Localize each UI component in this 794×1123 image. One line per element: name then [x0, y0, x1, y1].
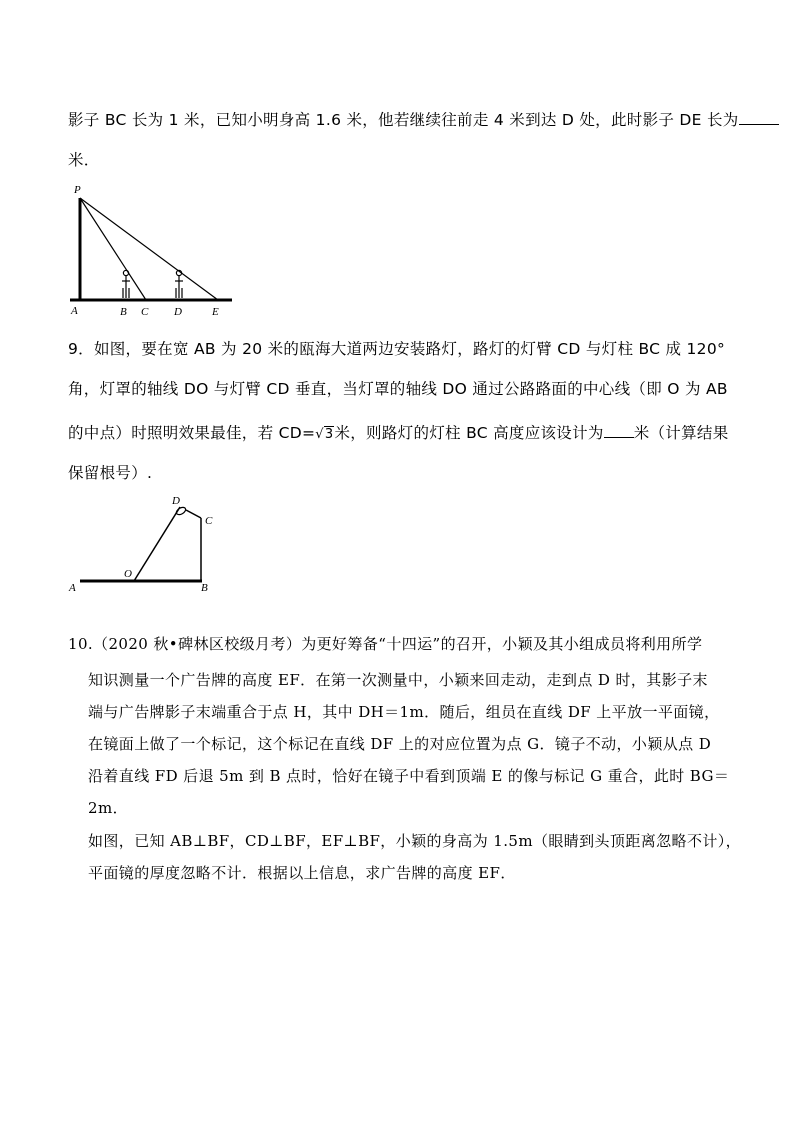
- q10-text-line6: 2m．: [88, 799, 128, 817]
- q9-line3-text-c: 米（计算结果: [633, 424, 729, 442]
- q10-text-line1: 10.（2020 秋•碑林区校级月考）为更好筹备“十四运”的召开，小颖及其小组成员将利用所学: [68, 635, 703, 653]
- q9-label-B: B: [201, 582, 208, 594]
- q8-label-E: E: [212, 306, 219, 318]
- q9-axis-DO: [134, 507, 180, 581]
- q9-answer-blank[interactable]: [604, 422, 634, 438]
- q10-text-line4: 在镜面上做了一个标记，这个标记在直线 DF 上的对应位置为点 G．镜子不动，小颖从点 D: [88, 735, 712, 753]
- q8-ray-PE: [80, 198, 218, 300]
- q8-person-D: [175, 270, 183, 298]
- q10-text-line8: 平面镜的厚度忽略不计．根据以上信息，求广告牌的高度 EF．: [88, 864, 516, 882]
- q9-text-line1: 9．如图，要在宽 AB 为 20 米的瓯海大道两边安装路灯，路灯的灯臂 CD 与灯柱 BC 成 120°: [68, 340, 726, 358]
- sqrt-radicand: 3: [324, 427, 334, 442]
- q10-text-line3: 端与广告牌影子末端重合于点 H，其中 DH＝1m．随后，组员在直线 DF 上平放一平面镜，: [88, 703, 720, 721]
- q8-label-P: P: [74, 184, 81, 196]
- q9-sqrt3: [315, 424, 334, 442]
- q8-label-A: A: [71, 305, 78, 317]
- q9-label-C: C: [205, 515, 213, 527]
- q9-lamp-shade: [175, 506, 187, 516]
- q8-label-D: D: [174, 306, 182, 318]
- q8-ray-PC: [80, 198, 146, 300]
- q8-line1-text: 影子 BC 长为 1 米，已知小明身高 1.6 米，他若继续往前走 4 米到达 D 处，此时影子 DE 长为: [68, 111, 739, 129]
- q9-text-line4: 保留根号）.: [68, 464, 153, 482]
- q10-text-line7: 如图，已知 AB⊥BF，CD⊥BF，EF⊥BF，小颖的身高为 1.5m（眼睛到头顶距离忽略不计），: [88, 832, 742, 850]
- q8-figure: [60, 180, 240, 320]
- q10-text-line5: 沿着直线 FD 后退 5m 到 B 点时，恰好在镜子中看到顶端 E 的像与标记 G 重合，此时 BG＝: [88, 767, 730, 785]
- q9-figure: [64, 488, 234, 596]
- q8-label-C: C: [141, 306, 149, 318]
- sqrt-sign: √: [315, 427, 324, 442]
- q8-label-B: B: [120, 306, 127, 318]
- q9-label-O: O: [124, 568, 132, 580]
- q8-answer-blank[interactable]: [739, 109, 779, 125]
- q9-label-D: D: [172, 495, 180, 507]
- q8-text-line1: [68, 108, 779, 130]
- q8-person-B: [122, 270, 130, 298]
- q9-line3-text-a: 的中点）时照明效果最佳，若 CD=: [68, 424, 316, 442]
- q9-label-A: A: [69, 582, 76, 594]
- q9-text-line2: 角，灯罩的轴线 DO 与灯臂 CD 垂直，当灯罩的轴线 DO 通过公路路面的中心线（即 O 为 AB: [68, 380, 728, 398]
- q9-text-line3: [68, 421, 729, 443]
- q8-text-line2: 米．: [68, 151, 100, 169]
- q10-text-line2: 知识测量一个广告牌的高度 EF．在第一次测量中，小颖来回走动，走到点 D 时，其影子末: [88, 671, 708, 689]
- q9-line3-text-b: 米，则路灯的灯柱 BC 高度应该设计为: [334, 424, 604, 442]
- q9-arm-CD: [186, 510, 201, 518]
